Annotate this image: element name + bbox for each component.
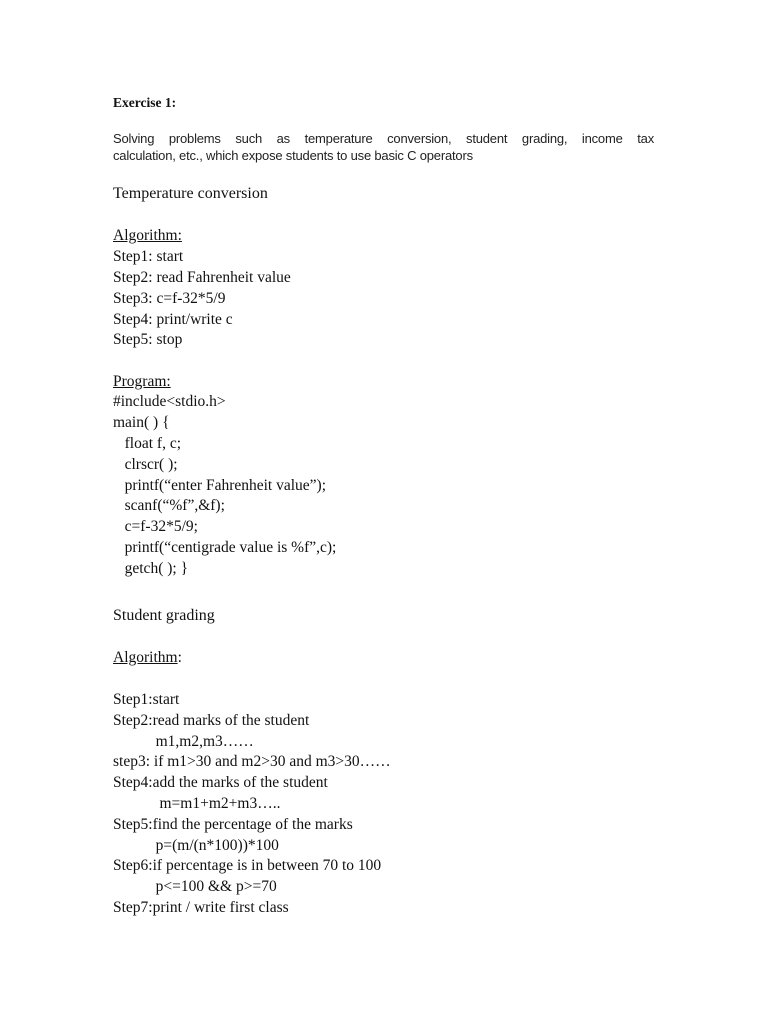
program-label: Program: xyxy=(113,373,171,390)
grading-step: Step1:start xyxy=(113,691,180,708)
code-line: #include<stdio.h> xyxy=(113,393,226,410)
code-line: scanf(“%f”,&f); xyxy=(113,497,225,514)
grading-step: m=m1+m2+m3….. xyxy=(113,795,281,812)
temperature-step: Step2: read Fahrenheit value xyxy=(113,269,291,286)
grading-step: Step6:if percentage is in between 70 to 100 xyxy=(113,857,382,874)
grading-algorithm-label-text: Algorithm xyxy=(113,649,178,666)
grading-step: p<=100 && p>=70 xyxy=(113,878,277,895)
code-line: clrscr( ); xyxy=(113,456,178,473)
grading-step: m1,m2,m3…… xyxy=(113,733,254,750)
grading-step: Step4:add the marks of the student xyxy=(113,774,328,791)
temperature-algorithm-label: Algorithm: xyxy=(113,227,182,244)
code-line: float f, c; xyxy=(113,435,182,452)
code-line: main( ) { xyxy=(113,414,170,431)
temperature-step: Step4: print/write c xyxy=(113,311,233,328)
exercise-title: Exercise 1: xyxy=(113,95,177,110)
grading-step: Step7:print / write first class xyxy=(113,899,289,916)
code-line: printf(“enter Fahrenheit value”); xyxy=(113,477,327,494)
code-line: getch( ); } xyxy=(113,560,189,577)
code-line: printf(“centigrade value is %f”,c); xyxy=(113,539,337,556)
temperature-step: Step1: start xyxy=(113,248,184,265)
intro-paragraph xyxy=(113,131,654,163)
intro-line-1: Solving problems such as temperature conversion, student grading, income tax xyxy=(113,131,654,146)
section-heading-grading: Student grading xyxy=(113,607,215,624)
grading-step: step3: if m1>30 and m2>30 and m3>30…… xyxy=(113,753,391,770)
grading-step: p=(m/(n*100))*100 xyxy=(113,837,279,854)
intro-line-2: calculation, etc., which expose students to use basic C operators xyxy=(113,148,473,163)
grading-step: Step5:find the percentage of the marks xyxy=(113,816,353,833)
code-line: c=f-32*5/9; xyxy=(113,518,198,535)
grading-algorithm-colon: : xyxy=(177,649,182,666)
temperature-step: Step3: c=f-32*5/9 xyxy=(113,290,226,307)
temperature-step: Step5: stop xyxy=(113,331,183,348)
grading-step: Step2:read marks of the student xyxy=(113,712,310,729)
section-heading-temperature: Temperature conversion xyxy=(113,185,268,202)
grading-algorithm-label xyxy=(113,650,182,666)
